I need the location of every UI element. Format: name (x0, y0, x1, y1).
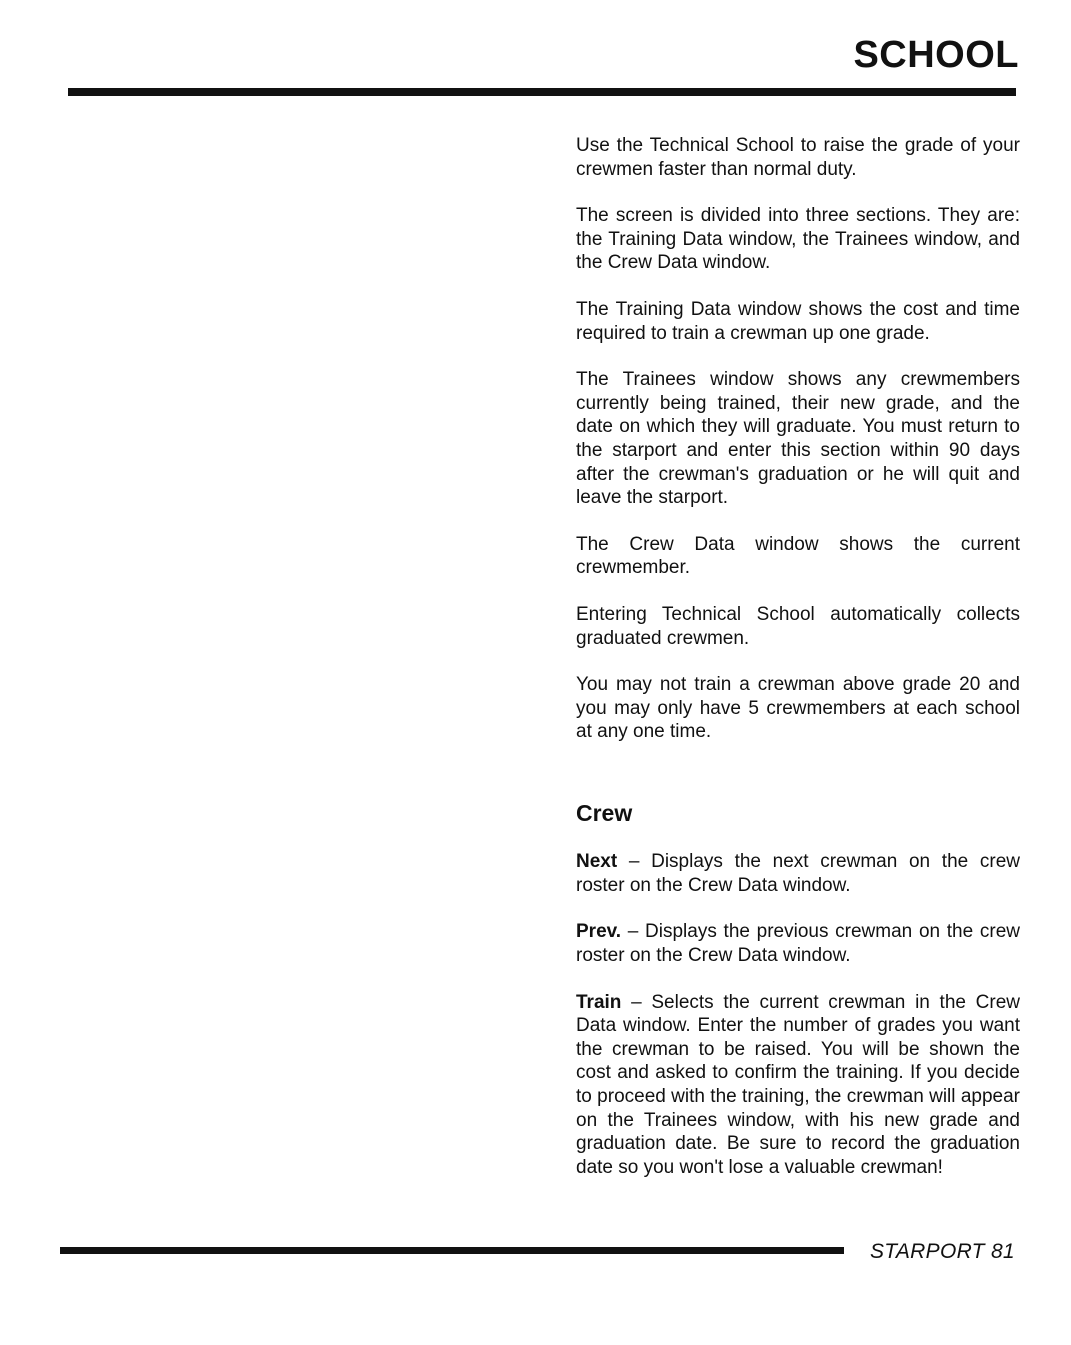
term-label: Prev. (576, 921, 622, 943)
page-title: SCHOOL (853, 34, 1019, 76)
definition-prev (576, 920, 1020, 967)
footer-title: STARPORT 81 (870, 1240, 1015, 1263)
definition-next (576, 850, 1020, 897)
term-description: – Selects the current crewman in the Crew Data window. Enter the number of grades you want the crewman to be raised. You will be shown the cost and asked to confirm the training. If you decide to proceed with the training, the crewman will appear on the Trainees window, with his new grade and graduation date. Be sure to record the graduation date so you won't lose a valuable crewman! (576, 991, 1020, 1178)
term-label: Train (576, 991, 622, 1013)
content-column (576, 134, 1020, 1202)
footer-rule (60, 1247, 844, 1254)
intro-paragraph: The screen is divided into three sections. They are: the Training Data window, the Trainees window, and the Crew Data window. (576, 205, 1020, 274)
intro-paragraph: The Training Data window shows the cost and time required to train a crewman up one grade. (576, 298, 1020, 344)
section-heading-crew: Crew (576, 799, 633, 826)
header-rule (68, 88, 1016, 96)
term-description: – Displays the next crewman on the crew roster on the Crew Data window. (576, 851, 1020, 896)
intro-paragraph: Use the Technical School to raise the grade of your crewmen faster than normal duty. (576, 135, 1020, 180)
intro-paragraph: The Crew Data window shows the current crewmember. (576, 533, 1020, 579)
intro-paragraph: You may not train a crewman above grade 20 and you may only have 5 crewmembers at each school at any one time. (576, 674, 1020, 743)
term-description: – Displays the previous crewman on the crew roster on the Crew Data window. (576, 921, 1020, 966)
definition-train (576, 991, 1020, 1180)
intro-paragraph: Entering Technical School automatically collects graduated crewmen. (576, 603, 1020, 649)
intro-paragraph: The Trainees window shows any crewmembers currently being trained, their new grade, and the date on which they will graduate. You must return to the starport and enter this section within 90 days after the crewman's graduation or he will quit and leave the starport. (576, 369, 1020, 509)
term-label: Next (576, 851, 618, 873)
